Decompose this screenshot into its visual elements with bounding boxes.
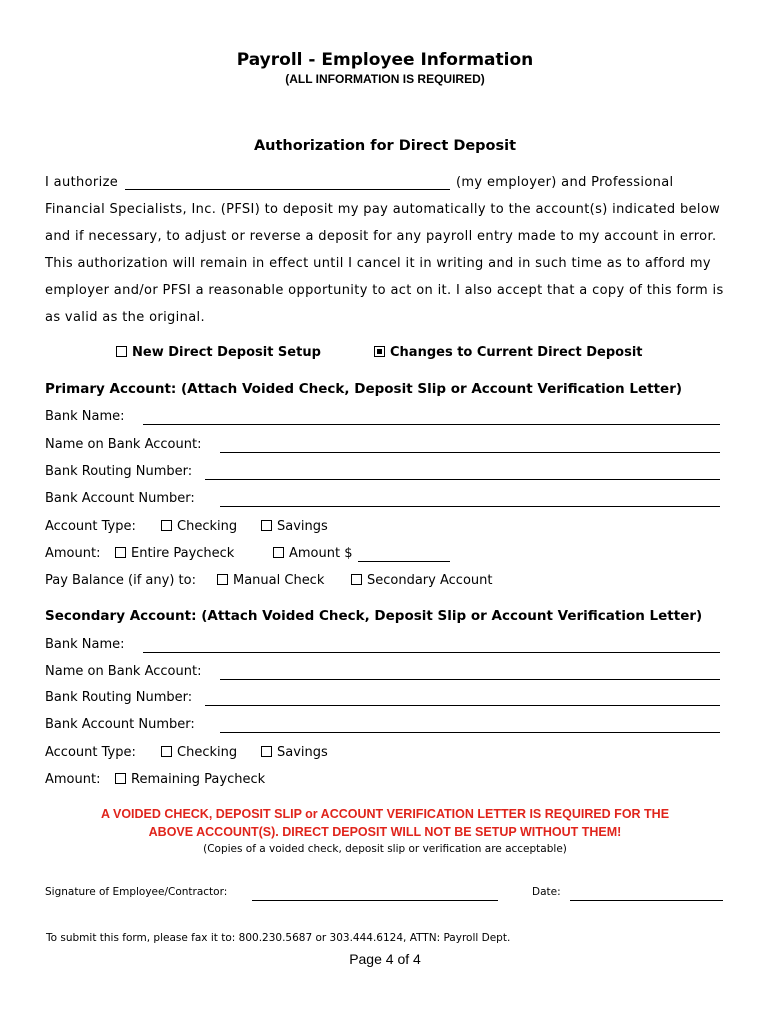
manual-check-option[interactable] — [217, 573, 324, 588]
remaining-paycheck-label: Remaining Paycheck — [131, 772, 266, 787]
page-number: Page 4 of 4 — [349, 951, 421, 967]
secondary-savings-option[interactable] — [261, 745, 328, 760]
remaining-paycheck-option[interactable] — [115, 772, 265, 787]
amount-dollar-checkbox[interactable] — [273, 547, 284, 558]
primary-savings-label: Savings — [277, 519, 328, 534]
page-subtitle: (ALL INFORMATION IS REQUIRED) — [285, 72, 485, 86]
primary-bank-name-label: Bank Name: — [45, 409, 125, 424]
primary-account-type-label: Account Type: — [45, 519, 136, 534]
warning-line-1: A VOIDED CHECK, DEPOSIT SLIP or ACCOUNT VERIFICATION LETTER IS REQUIRED FOR THE — [100, 807, 670, 821]
primary-bank-name-field[interactable] — [143, 424, 720, 425]
warning-note: (Copies of a voided check, deposit slip or verification are acceptable) — [203, 843, 567, 855]
changes-label: Changes to Current Direct Deposit — [390, 345, 643, 360]
signature-field[interactable] — [252, 900, 498, 901]
primary-checking-option[interactable] — [161, 519, 237, 534]
primary-routing-field[interactable] — [205, 479, 720, 480]
new-setup-option[interactable] — [116, 345, 321, 360]
pay-balance-label: Pay Balance (if any) to: — [45, 573, 196, 588]
secondary-amount-label: Amount: — [45, 772, 101, 787]
primary-account-number-field[interactable] — [220, 506, 720, 507]
secondary-checking-label: Checking — [177, 745, 238, 760]
secondary-checking-checkbox[interactable] — [161, 746, 172, 757]
secondary-account-number-field[interactable] — [220, 732, 720, 733]
secondary-bank-name-field[interactable] — [143, 652, 720, 653]
date-field[interactable] — [570, 900, 723, 901]
primary-amount-label: Amount: — [45, 546, 101, 561]
authorize-prefix: I authorize — [45, 175, 119, 190]
amount-dollar-option[interactable] — [273, 546, 353, 561]
secondary-bank-name-label: Bank Name: — [45, 637, 125, 652]
secondary-savings-label: Savings — [277, 745, 328, 760]
primary-account-heading: Primary Account: (Attach Voided Check, Deposit Slip or Account Verification Letter) — [45, 381, 683, 397]
primary-checking-checkbox[interactable] — [161, 520, 172, 531]
entire-paycheck-checkbox[interactable] — [115, 547, 126, 558]
employer-field[interactable] — [125, 189, 450, 190]
secondary-account-option[interactable] — [351, 573, 492, 588]
secondary-savings-checkbox[interactable] — [261, 746, 272, 757]
secondary-name-on-account-label: Name on Bank Account: — [45, 664, 202, 679]
primary-savings-option[interactable] — [261, 519, 328, 534]
authorize-suffix: (my employer) and Professional — [456, 175, 674, 190]
secondary-account-label: Secondary Account — [367, 573, 493, 588]
authorization-line-5: employer and/or PFSI a reasonable opportunity to act on it. I also accept that a copy of this form is — [45, 283, 724, 298]
secondary-routing-field[interactable] — [205, 705, 720, 706]
secondary-account-type-label: Account Type: — [45, 745, 136, 760]
secondary-account-checkbox[interactable] — [351, 574, 362, 585]
manual-check-checkbox[interactable] — [217, 574, 228, 585]
authorization-line-3: and if necessary, to adjust or reverse a deposit for any payroll entry made to my account in error. — [45, 229, 717, 244]
primary-name-on-account-label: Name on Bank Account: — [45, 437, 202, 452]
authorization-line-2: Financial Specialists, Inc. (PFSI) to deposit my pay automatically to the account(s) indicated below — [45, 202, 721, 217]
authorization-line-6: as valid as the original. — [45, 310, 205, 325]
submit-instructions: To submit this form, please fax it to: 800.230.5687 or 303.444.6124, ATTN: Payroll Dept. — [46, 932, 511, 944]
warning-line-2: ABOVE ACCOUNT(S). DIRECT DEPOSIT WILL NOT BE SETUP WITHOUT THEM! — [148, 825, 622, 839]
manual-check-label: Manual Check — [233, 573, 325, 588]
secondary-checking-option[interactable] — [161, 745, 237, 760]
primary-checking-label: Checking — [177, 519, 238, 534]
secondary-name-on-account-field[interactable] — [220, 679, 720, 680]
secondary-routing-label: Bank Routing Number: — [45, 690, 193, 705]
amount-dollar-field[interactable] — [358, 561, 450, 562]
secondary-account-heading: Secondary Account: (Attach Voided Check, Deposit Slip or Account Verification Letter) — [45, 608, 703, 624]
changes-checkbox[interactable] — [374, 346, 385, 357]
signature-label: Signature of Employee/Contractor: — [45, 886, 228, 898]
remaining-paycheck-checkbox[interactable] — [115, 773, 126, 784]
primary-routing-label: Bank Routing Number: — [45, 464, 193, 479]
authorization-line-4: This authorization will remain in effect until I cancel it in writing and in such time as to afford my — [45, 256, 711, 271]
entire-paycheck-option[interactable] — [115, 546, 234, 561]
new-setup-label: New Direct Deposit Setup — [132, 345, 321, 360]
amount-dollar-label: Amount $ — [289, 546, 353, 561]
primary-savings-checkbox[interactable] — [261, 520, 272, 531]
primary-account-number-label: Bank Account Number: — [45, 491, 195, 506]
new-setup-checkbox[interactable] — [116, 346, 127, 357]
changes-option[interactable] — [374, 345, 642, 360]
primary-name-on-account-field[interactable] — [220, 452, 720, 453]
secondary-account-number-label: Bank Account Number: — [45, 717, 195, 732]
page-title: Payroll - Employee Information — [236, 50, 534, 70]
authorization-heading: Authorization for Direct Deposit — [253, 138, 517, 154]
entire-paycheck-label: Entire Paycheck — [131, 546, 235, 561]
date-label: Date: — [532, 886, 561, 898]
